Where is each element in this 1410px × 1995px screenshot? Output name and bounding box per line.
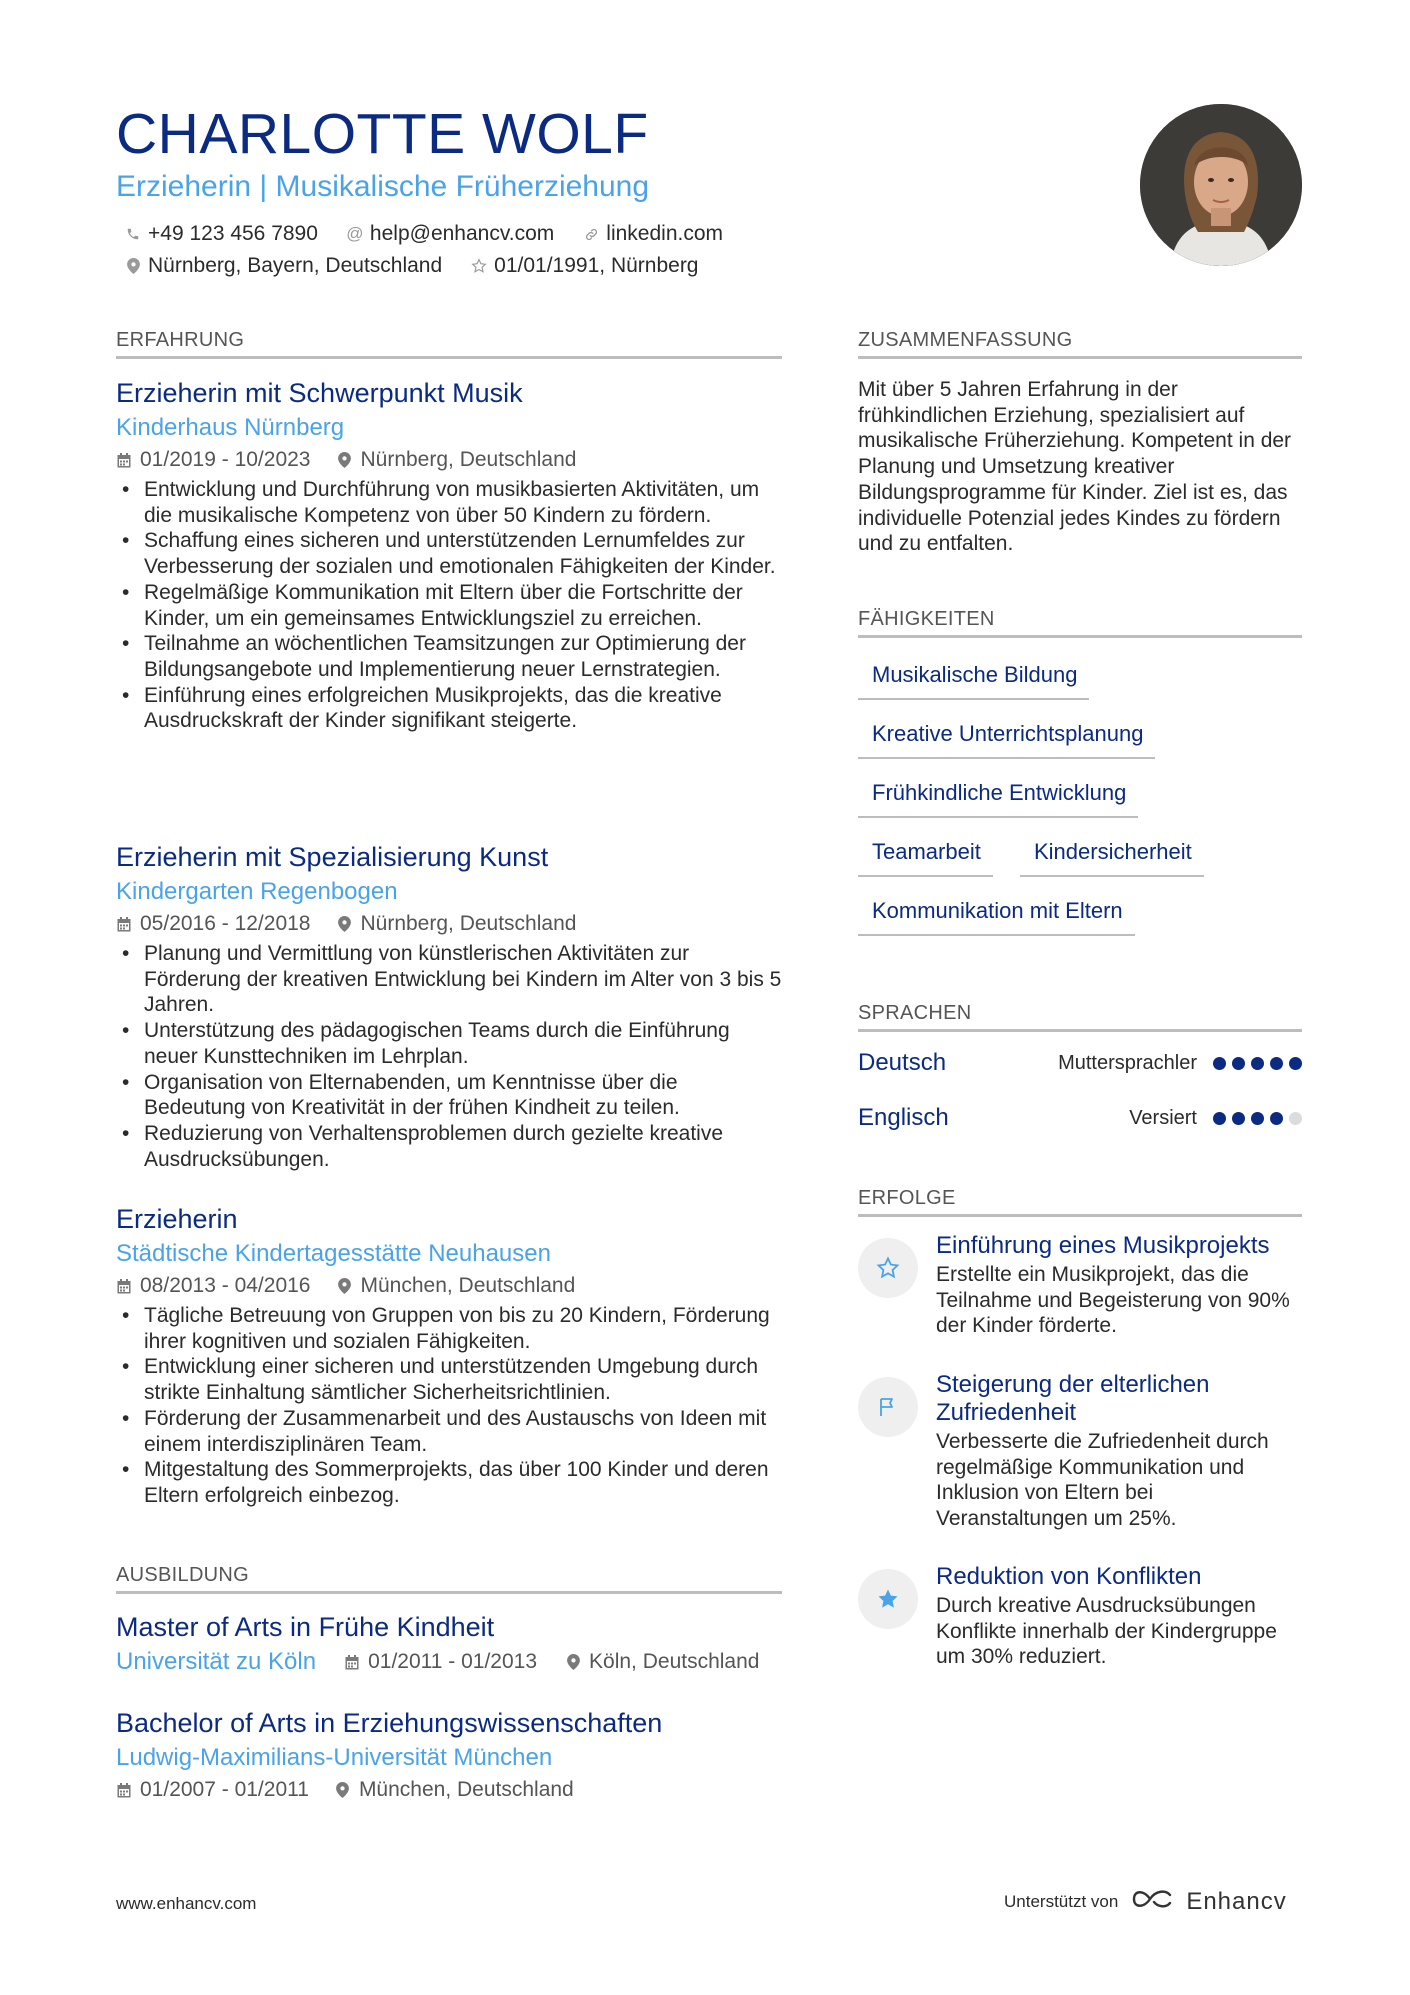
phone-item	[124, 219, 318, 249]
rating-dot	[1270, 1057, 1283, 1070]
achievement-title: Einführung eines Musikprojekts	[936, 1232, 1270, 1259]
candidate-name: CHARLOTTE WOLF	[116, 102, 649, 166]
language-row	[858, 1104, 1302, 1132]
linkedin-text[interactable]: linkedin.com	[606, 222, 724, 245]
location-pin-icon	[124, 258, 142, 274]
language-name: Deutsch	[858, 1049, 947, 1076]
location-pin-icon	[336, 1278, 352, 1294]
location-pin-icon	[565, 1654, 581, 1670]
job-location	[336, 445, 576, 475]
birth-item	[470, 251, 698, 281]
job-bullets	[116, 477, 782, 734]
link-icon	[582, 227, 600, 242]
achievement-desc: Durch kreative Ausdrucksübungen Konflikte innerhalb der Kindergruppe um 30% reduziert.	[936, 1594, 1277, 1669]
skill-tag: Kindersicherheit	[1020, 837, 1204, 877]
job-meta	[116, 1271, 782, 1301]
achievement-item	[858, 1563, 1302, 1670]
job-1	[116, 375, 782, 734]
contact-row-2	[124, 251, 699, 281]
edu-location-text: Köln, Deutschland	[589, 1650, 760, 1673]
job-dates-text: 05/2016 - 12/2018	[140, 912, 311, 935]
bullet: • Einführung eines erfolgreichen Musikprojekts, das die kreative Ausdruckskraft der Kinder signifikant steigerte.	[116, 683, 782, 734]
enhancv-logo-icon	[1130, 1886, 1174, 1917]
location-pin-icon	[336, 452, 352, 468]
profile-photo	[1140, 104, 1302, 266]
job-location	[336, 1271, 575, 1301]
skill-tag: Teamarbeit	[858, 837, 993, 877]
rating-dot	[1251, 1112, 1264, 1125]
star-filled-icon	[858, 1569, 918, 1629]
rating-dot	[1213, 1057, 1226, 1070]
bullet: • Unterstützung des pädagogischen Teams durch die Einführung neuer Kunsttechniken im Lehrplan.	[116, 1018, 782, 1069]
bullet: • Planung und Vermittlung von künstlerischen Aktivitäten zur Förderung der kreativen Entwicklung bei Kindern im Alter von 3 bis 5 Jahren.	[116, 941, 782, 1018]
rating-dot	[1289, 1112, 1302, 1125]
footer-powered	[1004, 1886, 1287, 1917]
language-row	[858, 1049, 1302, 1077]
calendar-icon	[116, 453, 132, 468]
flag-icon	[858, 1377, 918, 1437]
edu-meta	[116, 1775, 782, 1805]
calendar-icon	[116, 917, 132, 932]
job-company: Kindergarten Regenbogen	[116, 878, 398, 905]
job-dates	[116, 909, 310, 939]
language-name: Englisch	[858, 1104, 949, 1131]
edu-location	[565, 1645, 759, 1679]
job-location	[336, 909, 576, 939]
achievement-title: Steigerung der elterlichen Zufriedenheit	[936, 1371, 1210, 1426]
languages-heading: SPRACHEN	[858, 1000, 1302, 1032]
job-title: Erzieherin mit Schwerpunkt Musik	[116, 378, 523, 408]
achievement-desc: Erstellte ein Musikprojekt, das die Teilnahme und Begeisterung von 90% der Kinder förderte.	[936, 1263, 1290, 1338]
job-title: Erzieherin mit Spezialisierung Kunst	[116, 842, 549, 872]
email-item[interactable]	[346, 219, 554, 249]
experience-heading: ERFAHRUNG	[116, 327, 782, 359]
achievement-desc: Verbesserte die Zufriedenheit durch regelmäßige Kommunikation und Inklusion von Eltern bei Veranstaltungen um 25%.	[936, 1430, 1269, 1531]
summary-text: Mit über 5 Jahren Erfahrung in der frühkindlichen Erziehung, spezialisiert auf musikalische Früherziehung. Kompetent in der Planung und Umsetzung kreativer Bildungsprogramme für Kinder. Ziel ist es, das individuelle Potenzial jedes Kindes zu fördern und zu entfalten.	[858, 378, 1292, 556]
job-meta	[116, 445, 782, 475]
edu-dates-text: 01/2007 - 01/2011	[140, 1778, 309, 1801]
achievement-item	[858, 1232, 1302, 1339]
rating-dot	[1270, 1112, 1283, 1125]
edu-degree: Bachelor of Arts in Erziehungswissenschaften	[116, 1708, 663, 1738]
achievement-body	[936, 1232, 1302, 1339]
rating-dot	[1232, 1112, 1245, 1125]
education-heading: AUSBILDUNG	[116, 1562, 782, 1594]
job-company: Städtische Kindertagesstätte Neuhausen	[116, 1240, 551, 1267]
job-dates-text: 01/2019 - 10/2023	[140, 448, 311, 471]
rating-dot	[1213, 1112, 1226, 1125]
achievement-body	[936, 1371, 1302, 1532]
rating-dot	[1251, 1057, 1264, 1070]
star-icon	[470, 258, 488, 274]
edu-dates	[116, 1775, 309, 1805]
job-company: Kinderhaus Nürnberg	[116, 414, 345, 441]
job-location-text: Nürnberg, Deutschland	[360, 448, 577, 471]
calendar-icon	[344, 1655, 360, 1670]
achievement-body	[936, 1563, 1302, 1670]
achievements-heading: ERFOLGE	[858, 1185, 1302, 1217]
bullet: • Mitgestaltung des Sommerprojekts, das über 100 Kinder und deren Eltern erfolgreich einbezog.	[116, 1457, 782, 1508]
calendar-icon	[116, 1783, 132, 1798]
skill-tag: Frühkindliche Entwicklung	[858, 778, 1138, 818]
bullet: • Entwicklung einer sicheren und unterstützenden Umgebung durch strikte Einhaltung sämtlicher Sicherheitsrichtlinien.	[116, 1354, 782, 1405]
edu-degree: Master of Arts in Frühe Kindheit	[116, 1612, 495, 1642]
linkedin-item[interactable]	[582, 219, 723, 249]
birth-text: 01/01/1991, Nürnberg	[494, 254, 699, 277]
skills-heading: FÄHIGKEITEN	[858, 606, 1302, 638]
language-rating	[1213, 1112, 1302, 1125]
location-text: Nürnberg, Bayern, Deutschland	[148, 254, 443, 277]
language-rating	[1213, 1057, 1302, 1070]
bullet: • Organisation von Elternabenden, um Kenntnisse über die Bedeutung von Kreativität in der frühen Kindheit zu teilen.	[116, 1070, 782, 1121]
footer-website[interactable]: www.enhancv.com	[116, 1894, 257, 1913]
summary-heading: ZUSAMMENFASSUNG	[858, 327, 1302, 359]
bullet: • Förderung der Zusammenarbeit und des Austauschs von Ideen mit einem interdisziplinären Team.	[116, 1406, 782, 1457]
location-item	[124, 251, 442, 281]
edu-meta	[116, 1645, 782, 1679]
location-pin-icon	[335, 1782, 351, 1798]
brand-name: Enhancv	[1186, 1887, 1287, 1915]
calendar-icon	[116, 1279, 132, 1294]
language-level: Muttersprachler	[1058, 1051, 1197, 1074]
phone-icon	[124, 227, 142, 241]
edu-school: Universität zu Köln	[116, 1648, 317, 1675]
email-text[interactable]: help@enhancv.com	[369, 222, 555, 245]
location-pin-icon	[336, 916, 352, 932]
contact-row-1	[124, 219, 723, 249]
phone-text: +49 123 456 7890	[148, 222, 318, 245]
skill-tag: Musikalische Bildung	[858, 660, 1089, 700]
at-icon: @	[346, 224, 364, 243]
achievement-item	[858, 1371, 1302, 1532]
bullet: • Entwicklung und Durchführung von musikbasierten Aktivitäten, um die musikalische Kompetenz von über 50 Kindern zu fördern.	[116, 477, 782, 528]
job-title: Erzieherin	[116, 1204, 238, 1234]
language-level: Versiert	[1129, 1106, 1197, 1129]
rating-dot	[1289, 1057, 1302, 1070]
powered-by-text: Unterstützt von	[1004, 1891, 1119, 1911]
bullet: • Teilnahme an wöchentlichen Teamsitzungen zur Optimierung der Bildungsangebote und Implementierung neuer Lernstrategien.	[116, 631, 782, 682]
job-2	[116, 839, 782, 1172]
bullet: • Regelmäßige Kommunikation mit Eltern über die Fortschritte der Kinder, um ein gemeinsames Entwicklungsziel zu erreichen.	[116, 580, 782, 631]
edu-location-text: München, Deutschland	[358, 1778, 574, 1801]
skill-tag: Kreative Unterrichtsplanung	[858, 719, 1155, 759]
bullet: • Schaffung eines sicheren und unterstützenden Lernumfeldes zur Verbesserung der sozialen und emotionalen Fähigkeiten der Kinder.	[116, 528, 782, 579]
job-meta	[116, 909, 782, 939]
job-bullets	[116, 1303, 782, 1509]
bullet: • Reduzierung von Verhaltensproblemen durch gezielte kreative Ausdrucksübungen.	[116, 1121, 782, 1172]
job-location-text: München, Deutschland	[360, 1274, 576, 1297]
bullet: • Tägliche Betreuung von Gruppen von bis zu 20 Kindern, Förderung ihrer kognitiven und sozialen Fähigkeiten.	[116, 1303, 782, 1354]
edu-dates	[344, 1645, 537, 1679]
achievement-title: Reduktion von Konflikten	[936, 1563, 1202, 1590]
education-item-2	[116, 1705, 782, 1805]
star-outline-icon	[858, 1238, 918, 1298]
job-dates	[116, 445, 310, 475]
job-dates-text: 08/2013 - 04/2016	[140, 1274, 311, 1297]
job-3	[116, 1201, 782, 1509]
candidate-title: Erzieherin | Musikalische Früherziehung	[116, 170, 650, 203]
edu-school: Ludwig-Maximilians-Universität München	[116, 1744, 553, 1771]
education-item-1	[116, 1609, 782, 1679]
edu-location	[335, 1775, 574, 1805]
job-dates	[116, 1271, 310, 1301]
job-bullets	[116, 941, 782, 1172]
job-location-text: Nürnberg, Deutschland	[360, 912, 577, 935]
edu-dates-text: 01/2011 - 01/2013	[368, 1650, 538, 1673]
skill-tag: Kommunikation mit Eltern	[858, 896, 1135, 936]
rating-dot	[1232, 1057, 1245, 1070]
